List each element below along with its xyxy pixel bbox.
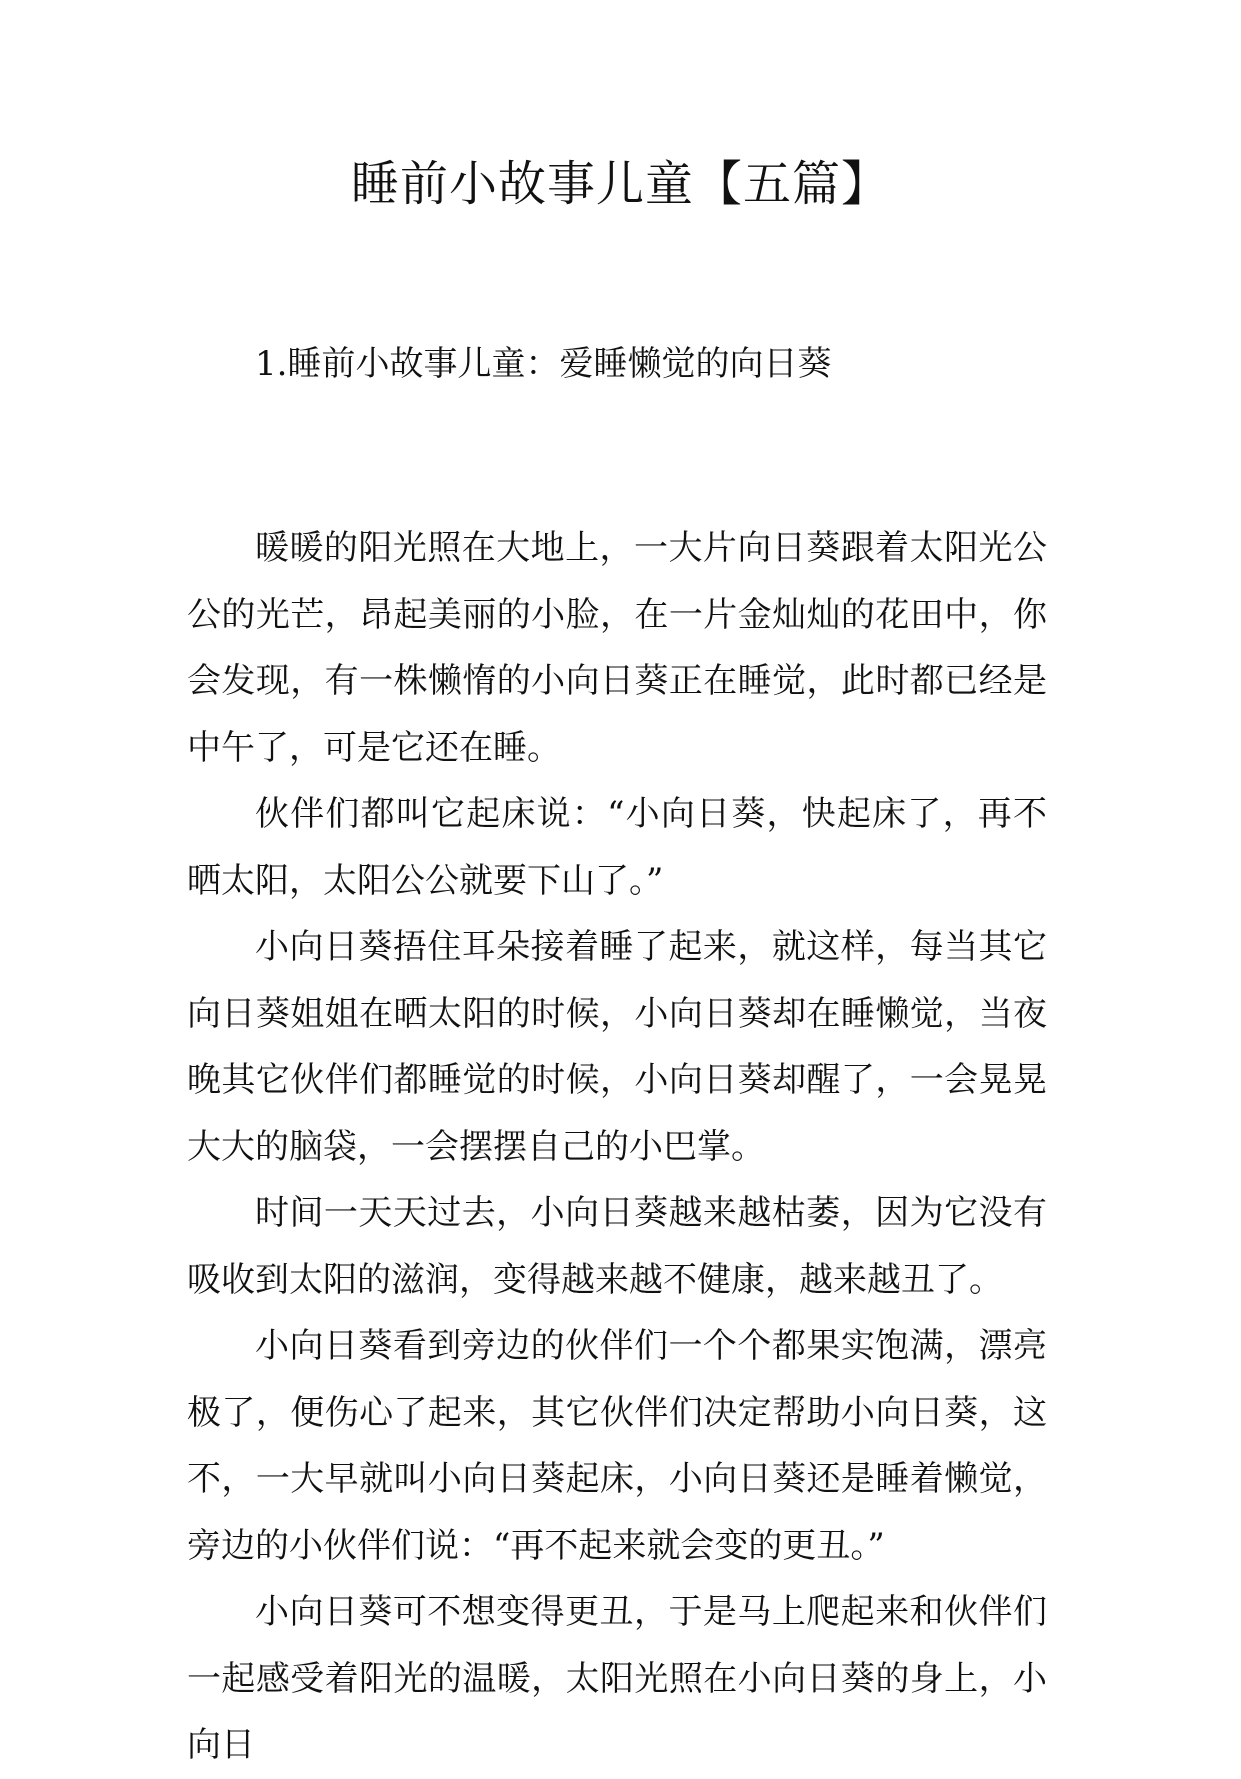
document-title: 睡前小故事儿童【五篇】 — [350, 156, 890, 212]
paragraph: 小向日葵看到旁边的伙伴们一个个都果实饱满，漂亮极了，便伤心了起来，其它伙伴们决定帮助小向日葵，这不，一大早就叫小向日葵起床，小向日葵还是睡着懒觉，旁边的小伙伴们说：“再不起来就会变的更丑。” — [187, 1326, 1047, 1566]
paragraph: 小向日葵捂住耳朵接着睡了起来，就这样，每当其它向日葵姐姐在晒太阳的时候，小向日葵却在睡懒觉，当夜晚其它伙伴们都睡觉的时候，小向日葵却醒了，一会晃晃大大的脑袋，一会摆摆自己的小巴掌。 — [187, 927, 1047, 1167]
paragraph: 伙伴们都叫它起床说：“小向日葵，快起床了，再不晒太阳，太阳公公就要下山了。” — [187, 794, 1047, 901]
paragraph: 暖暖的阳光照在大地上，一大片向日葵跟着太阳光公公的光芒，昂起美丽的小脸，在一片金灿灿的花田中，你会发现，有一株懒惰的小向日葵正在睡觉，此时都已经是中午了，可是它还在睡。 — [187, 528, 1047, 768]
section-heading: 1.睡前小故事儿童：爱睡懒觉的向日葵 — [255, 344, 832, 384]
story-body — [187, 515, 1047, 1779]
paragraph: 小向日葵可不想变得更丑，于是马上爬起来和伙伴们一起感受着阳光的温暖，太阳光照在小向日葵的身上，小向日 — [187, 1592, 1047, 1765]
paragraph: 时间一天天过去，小向日葵越来越枯萎，因为它没有吸收到太阳的滋润，变得越来越不健康，越来越丑了。 — [187, 1193, 1047, 1300]
